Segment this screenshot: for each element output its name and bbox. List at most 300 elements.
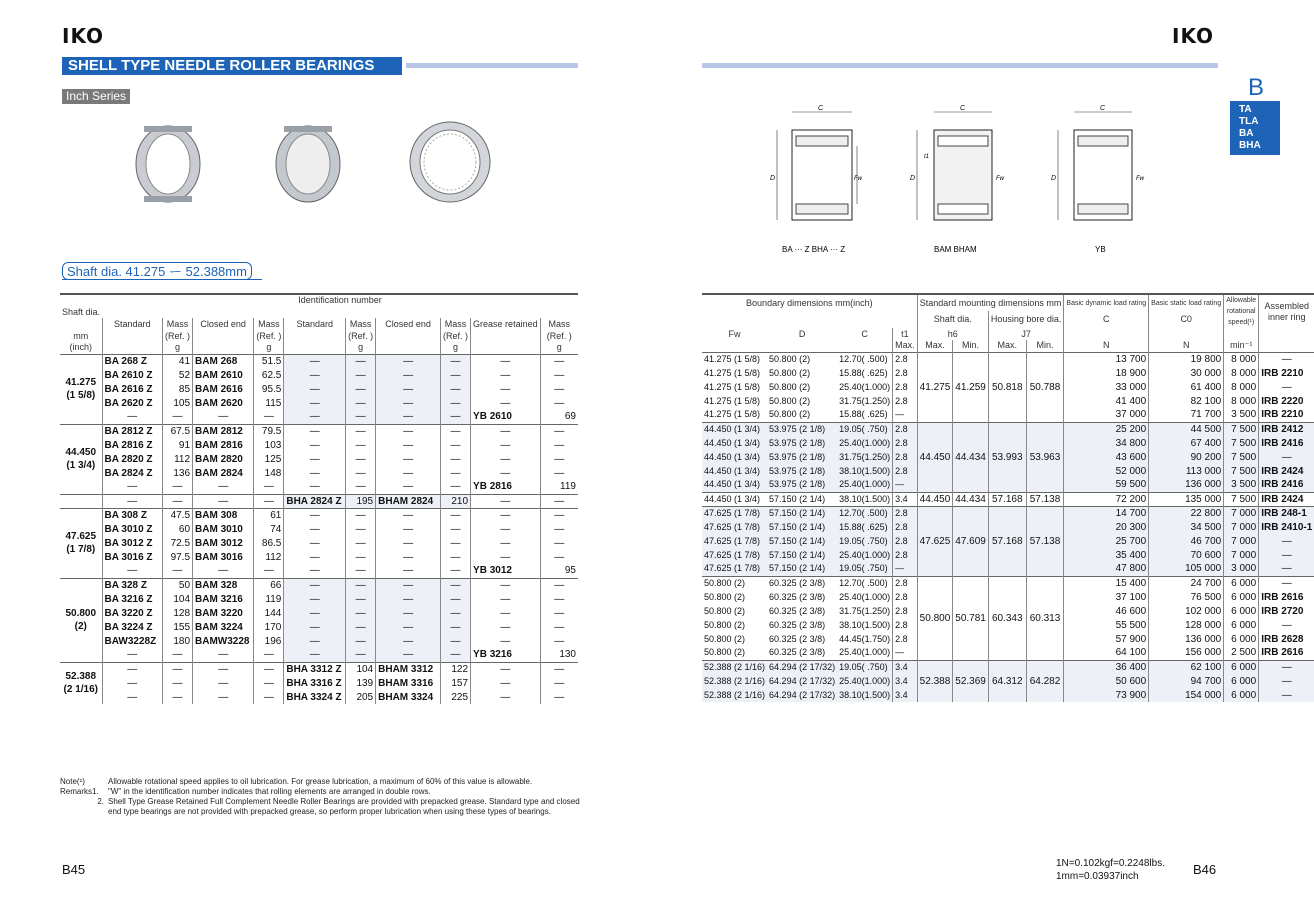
table-row: [702, 576, 1314, 590]
shaft-rule: [62, 279, 262, 280]
mount-cell: 44.434: [953, 492, 989, 506]
mount-cell: 64.312: [988, 660, 1026, 702]
bearing-id-cell: —: [102, 564, 162, 578]
bearing-id-cell: —: [102, 648, 162, 662]
bearing-id-cell: —: [284, 592, 346, 606]
dim-cell: 2.8: [893, 506, 918, 520]
unit-conversion: [1056, 857, 1165, 883]
mass-cell: —: [346, 438, 376, 452]
dim-cell: 50.800 (2): [704, 619, 746, 630]
dim-cell: 44.450 (1 3/4): [702, 436, 767, 450]
bearing-id-cell: BA 3224 Z: [102, 620, 162, 634]
bearing-id-cell: BAMW3228: [193, 634, 254, 648]
page-number-left: B45: [62, 862, 86, 877]
bearing-id-cell: YB 2816: [471, 480, 541, 494]
mass-cell: —: [441, 592, 471, 606]
mass-cell: 225: [441, 690, 471, 704]
rating-cell: 30 000: [1149, 366, 1224, 380]
bearing-id-cell: —: [284, 620, 346, 634]
dim-cell: 19.05( .750): [837, 534, 893, 548]
mass-cell: —: [441, 508, 471, 522]
mass-cell: 66: [254, 578, 284, 592]
dim-cell: 2.8: [893, 548, 918, 562]
bearing-id-cell: —: [376, 620, 441, 634]
note-key: 2.: [97, 797, 104, 806]
bearing-id-cell: BHA 3312 Z: [284, 662, 346, 676]
mass-cell: —: [540, 452, 578, 466]
bearing-id-cell: —: [471, 620, 541, 634]
mass-cell: 79.5: [254, 424, 284, 438]
table-row: [702, 422, 1314, 436]
rating-cell: 55 500: [1064, 618, 1149, 632]
mass-cell: —: [540, 368, 578, 382]
mass-unit: g: [254, 342, 284, 354]
mass-cell: —: [540, 382, 578, 396]
dim-cell: 60.325 (2 3/8): [769, 605, 826, 616]
bearing-id-cell: —: [102, 410, 162, 424]
table-row: [702, 352, 1314, 366]
bearing-id-cell: BA 3216 Z: [102, 592, 162, 606]
h-d: D: [798, 328, 806, 339]
bearing-id-cell: —: [376, 424, 441, 438]
bearing-id-cell: —: [284, 424, 346, 438]
tab-tla[interactable]: TLA: [1239, 116, 1259, 127]
dim-cell: 19.05( .750): [837, 660, 893, 674]
bearing-id-cell: BHAM 3316: [376, 676, 441, 690]
mount-cell: 50.788: [1026, 352, 1064, 422]
dim-cell: 2.8: [893, 394, 918, 408]
dim-cell: 44.450 (1 3/4): [702, 450, 767, 464]
diagram-label-bam: BAM BHAM: [934, 245, 977, 254]
rating-cell: 25 700: [1064, 534, 1149, 548]
dim-cell: 50.800 (2): [769, 381, 811, 392]
mass-unit: g: [540, 342, 578, 354]
rating-cell: 7 000: [1224, 548, 1259, 562]
mass-cell: —: [163, 494, 193, 508]
mass-cell: —: [346, 396, 376, 410]
mass-cell: —: [163, 564, 193, 578]
mass-cell: —: [441, 466, 471, 480]
inner-ring-cell: —: [1259, 450, 1314, 464]
mass-cell: 97.5: [163, 550, 193, 564]
bearing-id-cell: BAM 308: [193, 508, 254, 522]
bearing-id-cell: —: [193, 410, 254, 424]
rating-cell: 113 000: [1149, 464, 1224, 478]
bearing-id-cell: BA 2812 Z: [102, 424, 162, 438]
shaft-dia-cell: [60, 424, 102, 494]
dim-cell: 53.975 (2 1/8): [767, 436, 837, 450]
inner-ring-cell: IRB 2424: [1259, 464, 1314, 478]
rating-cell: 34 500: [1149, 520, 1224, 534]
rating-cell: 135 000: [1149, 492, 1224, 506]
col-mass-5: Mass: [540, 318, 578, 330]
bearing-id-cell: BAM 2620: [193, 396, 254, 410]
table-row: [60, 648, 578, 662]
dim-cell: 2.8: [893, 450, 918, 464]
rating-cell: 136 000: [1149, 478, 1224, 492]
bearing-id-cell: —: [102, 676, 162, 690]
bearing-id-cell: —: [471, 690, 541, 704]
rating-cell: 8 000: [1224, 380, 1259, 394]
note-key: Remarks1.: [60, 787, 99, 796]
inner-ring-cell: —: [1259, 352, 1314, 366]
rating-cell: 90 200: [1149, 450, 1224, 464]
mass-ref: (Ref. ): [254, 330, 284, 342]
col-mass-1: Mass: [163, 318, 193, 330]
mass-cell: —: [441, 424, 471, 438]
mount-cell: 44.434: [953, 422, 989, 492]
mass-cell: 61: [254, 508, 284, 522]
bearing-id-cell: —: [376, 508, 441, 522]
mass-cell: —: [441, 536, 471, 550]
rating-cell: 37 100: [1064, 590, 1149, 604]
bearing-id-cell: BAM 3224: [193, 620, 254, 634]
dim-cell: 25.40(1.000): [837, 674, 893, 688]
h-fw: Fw: [728, 328, 741, 339]
mass-cell: 157: [441, 676, 471, 690]
mass-cell: —: [540, 508, 578, 522]
dim-cell: 57.150 (2 1/4): [767, 534, 837, 548]
col-closed-2: Closed end: [376, 318, 441, 330]
mass-cell: —: [346, 592, 376, 606]
dim-cell: 2.8: [893, 534, 918, 548]
bearing-photos: [130, 118, 510, 223]
dim-fw-1: Fw: [854, 176, 862, 182]
bearing-photos-svg: [130, 118, 510, 218]
rating-cell: 34 800: [1064, 436, 1149, 450]
diagrams-svg: [762, 100, 1182, 260]
mount-cell: 57.168: [988, 492, 1026, 506]
mass-cell: —: [441, 648, 471, 662]
bearing-id-cell: —: [471, 662, 541, 676]
mass-cell: —: [346, 606, 376, 620]
mass-cell: —: [540, 662, 578, 676]
shaft-inch: (2 1/16): [63, 684, 98, 696]
dim-c-2: C: [960, 105, 966, 112]
mass-cell: —: [540, 536, 578, 550]
inner-ring-cell: IRB 2410-1: [1259, 520, 1314, 534]
mass-cell: —: [441, 606, 471, 620]
bearing-id-cell: —: [471, 550, 541, 564]
bearing-id-cell: —: [376, 452, 441, 466]
bearing-id-cell: BA 2820 Z: [102, 452, 162, 466]
mass-cell: —: [346, 424, 376, 438]
dim-cell: 60.325 (2 3/8): [767, 576, 837, 590]
bearing-id-cell: BAW3228Z: [102, 634, 162, 648]
bearing-id-cell: —: [284, 354, 346, 368]
bearing-id-cell: —: [193, 690, 254, 704]
col-mass-4: Mass: [441, 318, 471, 330]
table-row: [60, 368, 578, 382]
table-row: [60, 550, 578, 564]
mass-cell: —: [163, 410, 193, 424]
mass-cell: —: [254, 410, 284, 424]
col-mass-2: Mass: [254, 318, 284, 330]
bearing-id-cell: —: [376, 382, 441, 396]
mount-cell: 64.282: [1026, 660, 1064, 702]
mount-cell: 53.993: [988, 422, 1026, 492]
page-number-right: B46: [1193, 862, 1217, 877]
bearing-id-cell: —: [193, 648, 254, 662]
dim-cell: 12.70( .500): [837, 506, 893, 520]
tab-ba[interactable]: BA: [1239, 128, 1254, 139]
rating-cell: 105 000: [1149, 562, 1224, 576]
rating-cell: 62 100: [1149, 660, 1224, 674]
bearing-id-cell: BAM 2824: [193, 466, 254, 480]
mass-cell: 103: [254, 438, 284, 452]
mass-cell: 85: [163, 382, 193, 396]
bearing-id-cell: —: [193, 564, 254, 578]
bearing-id-cell: BAM 2616: [193, 382, 254, 396]
bearing-id-cell: BAM 3016: [193, 550, 254, 564]
bearing-id-cell: BAM 2816: [193, 438, 254, 452]
rating-cell: 13 700: [1064, 352, 1149, 366]
section-diagrams: [762, 100, 1182, 265]
dim-cell: 2.8: [893, 604, 918, 618]
bearing-id-cell: —: [471, 368, 541, 382]
dim-cell: 38.10(1.500): [839, 619, 891, 630]
mass-cell: —: [540, 634, 578, 648]
mass-cell: 119: [540, 480, 578, 494]
h-c: C: [861, 328, 868, 339]
mass-cell: —: [441, 396, 471, 410]
mass-cell: —: [441, 354, 471, 368]
dim-cell: 53.975 (2 1/8): [767, 478, 837, 492]
table-row: [60, 382, 578, 396]
table-row: [60, 634, 578, 648]
bearing-id-cell: BA 2620 Z: [102, 396, 162, 410]
dim-cell: 2.8: [893, 520, 918, 534]
shaft-range-label: Shaft dia. 41.275 ー 52.388mm: [62, 262, 252, 280]
inner-ring-cell: —: [1259, 534, 1314, 548]
rating-cell: 22 800: [1149, 506, 1224, 520]
table-row: [702, 660, 1314, 674]
mass-cell: 104: [163, 592, 193, 606]
inner-ring-cell: —: [1259, 688, 1314, 702]
bearing-id-cell: BHAM 2824: [376, 494, 441, 508]
h-j7: J7: [988, 328, 1064, 340]
shaft-mm: 50.800: [65, 608, 97, 619]
dim-cell: 53.975 (2 1/8): [767, 464, 837, 478]
mass-cell: —: [163, 480, 193, 494]
bearing-id-cell: —: [193, 676, 254, 690]
rating-cell: 6 000: [1224, 688, 1259, 702]
bearing-id-cell: BAM 3216: [193, 592, 254, 606]
dim-cell: 3.4: [893, 688, 918, 702]
dim-cell: 47.625 (1 7/8): [702, 562, 767, 576]
mass-cell: 95: [540, 564, 578, 578]
dim-cell: —: [893, 646, 918, 660]
dim-cell: 12.70( .500): [837, 352, 893, 366]
bearing-id-cell: —: [376, 564, 441, 578]
dim-cell: 2.8: [893, 464, 918, 478]
diagram-label-ba: BA ··· Z BHA ··· Z: [782, 245, 846, 254]
dim-cell: 2.8: [893, 590, 918, 604]
rating-cell: 154 000: [1149, 688, 1224, 702]
rating-cell: 6 000: [1224, 660, 1259, 674]
mass-cell: 67.5: [163, 424, 193, 438]
inner-ring-cell: —: [1259, 548, 1314, 562]
dim-cell: 47.625 (1 7/8): [702, 506, 767, 520]
dim-cell: 60.325 (2 3/8): [769, 591, 826, 602]
bearing-id-cell: —: [471, 466, 541, 480]
rating-cell: 136 000: [1149, 632, 1224, 646]
bearing-id-cell: —: [376, 578, 441, 592]
dim-cell: 15.88( .625): [837, 520, 893, 534]
dim-d-1: D: [770, 175, 776, 182]
dim-cell: 2.8: [893, 618, 918, 632]
tab-ta[interactable]: TA: [1239, 104, 1252, 115]
inner-ring-cell: IRB 2616: [1259, 646, 1314, 660]
dim-cell: 44.45(1.750): [839, 633, 891, 644]
shaft-header-inch: (inch): [69, 342, 93, 353]
bearing-id-cell: BHA 2824 Z: [284, 494, 346, 508]
note-key: Note(¹): [60, 777, 85, 786]
mass-cell: —: [540, 424, 578, 438]
dim-cell: 2.8: [893, 436, 918, 450]
mass-cell: 74: [254, 522, 284, 536]
mass-cell: —: [346, 466, 376, 480]
h-stat: Basic static load rating: [1149, 294, 1224, 311]
mass-cell: —: [254, 648, 284, 662]
mass-cell: 47.5: [163, 508, 193, 522]
dim-d-3: D: [1051, 175, 1057, 182]
dim-cell: 57.150 (2 1/4): [767, 548, 837, 562]
mass-ref: (Ref. ): [163, 330, 193, 342]
rating-cell: 61 400: [1149, 380, 1224, 394]
bearing-id-cell: —: [471, 578, 541, 592]
bearing-id-cell: YB 3012: [471, 564, 541, 578]
dim-cell: 25.40(1.000): [839, 381, 891, 392]
bearing-id-cell: —: [376, 536, 441, 550]
mass-cell: —: [540, 620, 578, 634]
mount-cell: 41.275: [917, 352, 953, 422]
dim-cell: 15.88( .625): [839, 367, 888, 378]
mass-cell: —: [346, 354, 376, 368]
tab-bha[interactable]: BHA: [1239, 140, 1261, 151]
rating-cell: 7 500: [1224, 436, 1259, 450]
dim-cell: —: [893, 562, 918, 576]
mass-cell: —: [163, 648, 193, 662]
h-t1: t1: [893, 328, 918, 340]
col-closed: Closed end: [193, 318, 254, 330]
rating-cell: 41 400: [1064, 394, 1149, 408]
mass-cell: —: [346, 480, 376, 494]
shaft-header-mm: mm: [73, 330, 89, 341]
mount-cell: 57.138: [1026, 506, 1064, 576]
note-text: Shell Type Grease Retained Full Complement Needle Roller Bearings are provided with prepacked grease. Standard type and closed end type bearings are not provided with prepacked grease, so perform proper lubrication when using these types of bearings.: [108, 797, 580, 816]
bearing-id-cell: —: [284, 368, 346, 382]
bearing-id-cell: —: [284, 382, 346, 396]
h-cdyn: C: [1064, 311, 1149, 328]
mass-cell: —: [346, 536, 376, 550]
dim-c-3: C: [1100, 105, 1106, 112]
mass-cell: 62.5: [254, 368, 284, 382]
rating-cell: 36 400: [1064, 660, 1149, 674]
dim-cell: —: [893, 478, 918, 492]
bearing-id-cell: —: [284, 578, 346, 592]
bearing-id-cell: BA 3012 Z: [102, 536, 162, 550]
rating-cell: 44 500: [1149, 422, 1224, 436]
dim-cell: 53.975 (2 1/8): [767, 450, 837, 464]
inner-ring-cell: IRB 2424: [1259, 492, 1314, 506]
inner-ring-cell: IRB 2416: [1259, 436, 1314, 450]
shaft-dia-cell: [60, 508, 102, 578]
dim-cell: —: [893, 408, 918, 422]
bearing-photo-closed: [276, 126, 340, 202]
rating-cell: 8 000: [1224, 394, 1259, 408]
rating-cell: 70 600: [1149, 548, 1224, 562]
rating-cell: 59 500: [1064, 478, 1149, 492]
rating-cell: 64 100: [1064, 646, 1149, 660]
mass-cell: —: [254, 480, 284, 494]
bearing-id-cell: —: [284, 648, 346, 662]
bearing-id-cell: —: [471, 676, 541, 690]
mount-cell: 47.625: [917, 506, 953, 576]
inner-ring-cell: —: [1259, 562, 1314, 576]
mass-cell: —: [346, 522, 376, 536]
table-row: [60, 578, 578, 592]
h-dyn: Basic dynamic load rating: [1064, 294, 1149, 311]
inner-ring-cell: IRB 248-1: [1259, 506, 1314, 520]
bearing-id-cell: —: [193, 494, 254, 508]
bearing-id-cell: BAM 2820: [193, 452, 254, 466]
mass-cell: —: [441, 480, 471, 494]
dim-cell: 44.450 (1 3/4): [702, 492, 767, 506]
dim-c-1: C: [818, 105, 824, 112]
h-mounting: Standard mounting dimensions mm: [917, 294, 1064, 311]
mass-cell: —: [540, 578, 578, 592]
inner-ring-cell: —: [1259, 618, 1314, 632]
note-line: [60, 787, 580, 797]
rating-cell: 7 000: [1224, 534, 1259, 548]
mount-cell: 47.609: [953, 506, 989, 576]
rating-cell: 7 500: [1224, 422, 1259, 436]
bearing-id-cell: —: [284, 396, 346, 410]
dim-cell: 19.05( .750): [837, 562, 893, 576]
dim-cell: 57.150 (2 1/4): [767, 506, 837, 520]
dim-cell: 50.800 (2): [702, 576, 767, 590]
mass-cell: —: [254, 690, 284, 704]
bearing-id-cell: —: [471, 396, 541, 410]
series-badge: Inch Series: [62, 89, 130, 104]
bearing-id-cell: BAM 328: [193, 578, 254, 592]
bearing-photo-yb: [410, 122, 490, 202]
dim-cell: 2.8: [893, 380, 918, 394]
mass-cell: 180: [163, 634, 193, 648]
bearing-id-cell: BA 268 Z: [102, 354, 162, 368]
rating-cell: 35 400: [1064, 548, 1149, 562]
rating-cell: 37 000: [1064, 408, 1149, 422]
mass-ref: (Ref. ): [346, 330, 376, 342]
mass-cell: 72.5: [163, 536, 193, 550]
inner-ring-cell: —: [1259, 660, 1314, 674]
dim-cell: 44.450 (1 3/4): [702, 464, 767, 478]
mount-cell: 44.450: [917, 422, 953, 492]
bearing-photo-open: [136, 126, 200, 202]
mass-cell: 205: [346, 690, 376, 704]
dim-cell: 41.275 (1 5/8): [702, 352, 767, 366]
dim-cell: 38.10(1.500): [837, 688, 893, 702]
bearing-id-cell: —: [471, 606, 541, 620]
mass-cell: —: [540, 606, 578, 620]
table-row: [60, 620, 578, 634]
rating-cell: 46 600: [1064, 604, 1149, 618]
note-text: "W" in the identification number indicates that rolling elements are arranged in double rows.: [108, 787, 431, 796]
dim-cell: 15.88( .625): [839, 409, 888, 420]
rating-cell: 7 000: [1224, 506, 1259, 520]
diagram-ba: [770, 105, 863, 220]
